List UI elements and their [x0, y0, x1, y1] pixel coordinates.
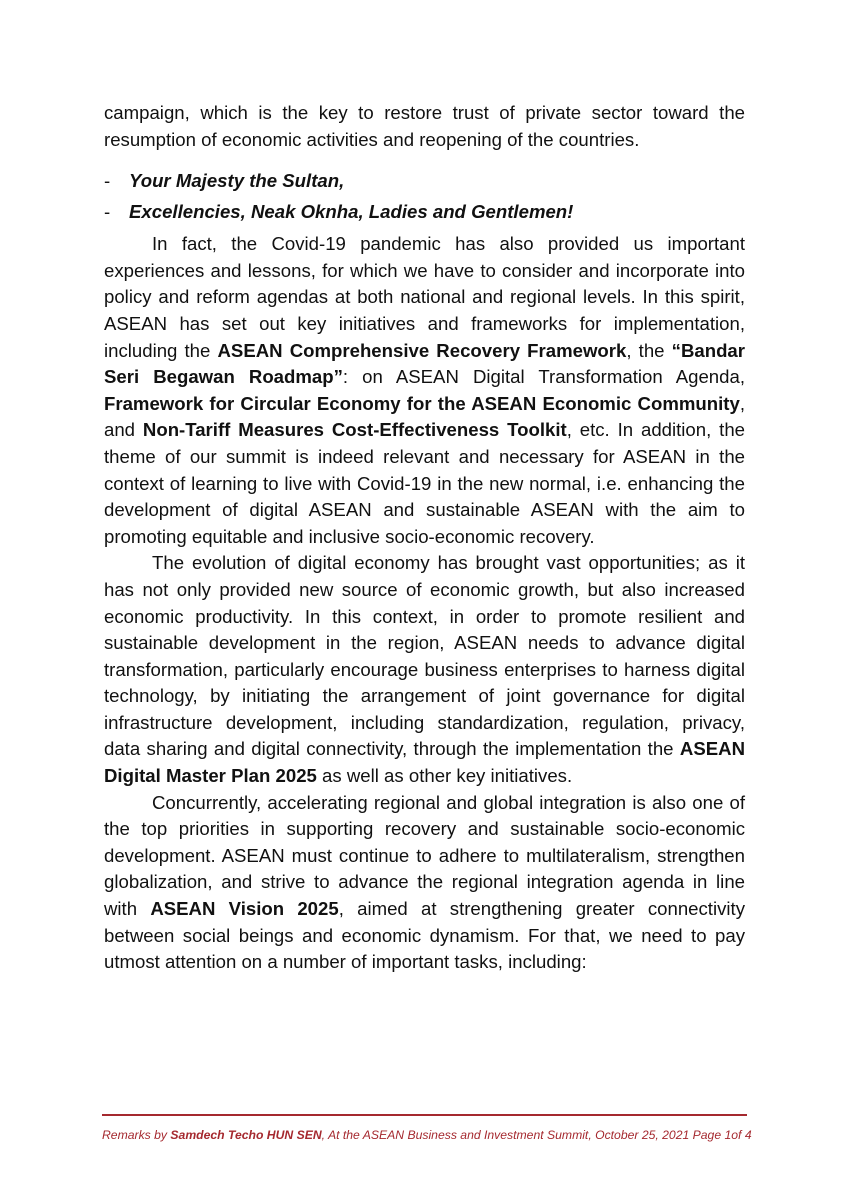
- text-run: , etc. In addition, the theme of our summit is indeed relevant and necessary for ASEAN in the context of learning to live with Covid-19 in the new normal, i.e. enhancing the development of digital ASEAN and sustainable ASEAN with the aim to promoting equitable and inclusive socio-economic recovery.: [104, 419, 745, 547]
- footer-divider: [102, 1114, 747, 1116]
- bold-term: Non-Tariff Measures Cost-Effectiveness Toolkit: [142, 419, 567, 441]
- bullet-dash: -: [104, 170, 111, 192]
- text-run: In fact, the Covid-19 pandemic has also provided us important experiences and lessons, for which we have to consider and incorporate into policy and reform agendas at both national and regional levels. In this spirit, ASEAN has set out key initiatives and frameworks for implementation, including the: [104, 233, 745, 361]
- salutation-item: [104, 165, 745, 196]
- paragraph-integration: [104, 790, 745, 976]
- bold-term: “Bandar Seri Begawan Roadmap”: [104, 339, 745, 388]
- footer-speaker-name: Samdech Techo HUN SEN: [170, 1128, 322, 1142]
- text-run: , the: [626, 339, 672, 361]
- page-footer: [102, 1128, 752, 1142]
- bullet-dash: -: [104, 201, 111, 223]
- paragraph-continuation: campaign, which is the key to restore trust of private sector toward the resumption of economic activities and reopening of the countries.: [104, 102, 745, 150]
- text-run: , and: [104, 392, 745, 441]
- footer-suffix: , At the ASEAN Business and Investment Summit, October 25, 2021 Page 1of 4: [321, 1128, 752, 1142]
- salutation-text: Excellencies, Neak Oknha, Ladies and Gentlemen!: [129, 201, 574, 223]
- page-body: [104, 100, 745, 976]
- footer-prefix: Remarks by: [102, 1128, 171, 1142]
- paragraph-covid-lessons: [104, 231, 745, 550]
- salutation-text: Your Majesty the Sultan,: [129, 170, 345, 192]
- bold-term: ASEAN Digital Master Plan 2025: [104, 738, 745, 787]
- text-run: as well as other key initiatives.: [316, 765, 573, 787]
- bold-term: Framework for Circular Economy for the ASEAN Economic Community: [104, 392, 740, 414]
- text-run: : on ASEAN Digital Transformation Agenda,: [342, 366, 745, 388]
- bold-term: ASEAN Vision 2025: [150, 898, 339, 920]
- bold-term: ASEAN Comprehensive Recovery Framework: [217, 339, 627, 361]
- text-run: The evolution of digital economy has brought vast opportunities; as it has not only provided new source of economic growth, but also increased economic productivity. In this context, in order to promote resilient and sustainable development in the region, ASEAN needs to advance digital transformation, particularly encourage business enterprises to harness digital technology, by initiating the arrangement of joint governance for digital infrastructure development, including standardization, regulation, privacy, data sharing and digital connectivity, through the implementation the: [104, 552, 745, 760]
- text-run: Concurrently, accelerating regional and global integration is also one of the top priorities in supporting recovery and sustainable socio-economic development. ASEAN must continue to adhere to multilateralism, strengthen globalization, and strive to advance the regional integration agenda in line with: [104, 791, 745, 920]
- salutation-list: [104, 165, 745, 227]
- salutation-item: [104, 196, 745, 227]
- text-run: , aimed at strengthening greater connectivity between social beings and economic dynamism. For that, we need to pay utmost attention on a number of important tasks, including:: [104, 898, 745, 973]
- paragraph-digital-economy: [104, 550, 745, 789]
